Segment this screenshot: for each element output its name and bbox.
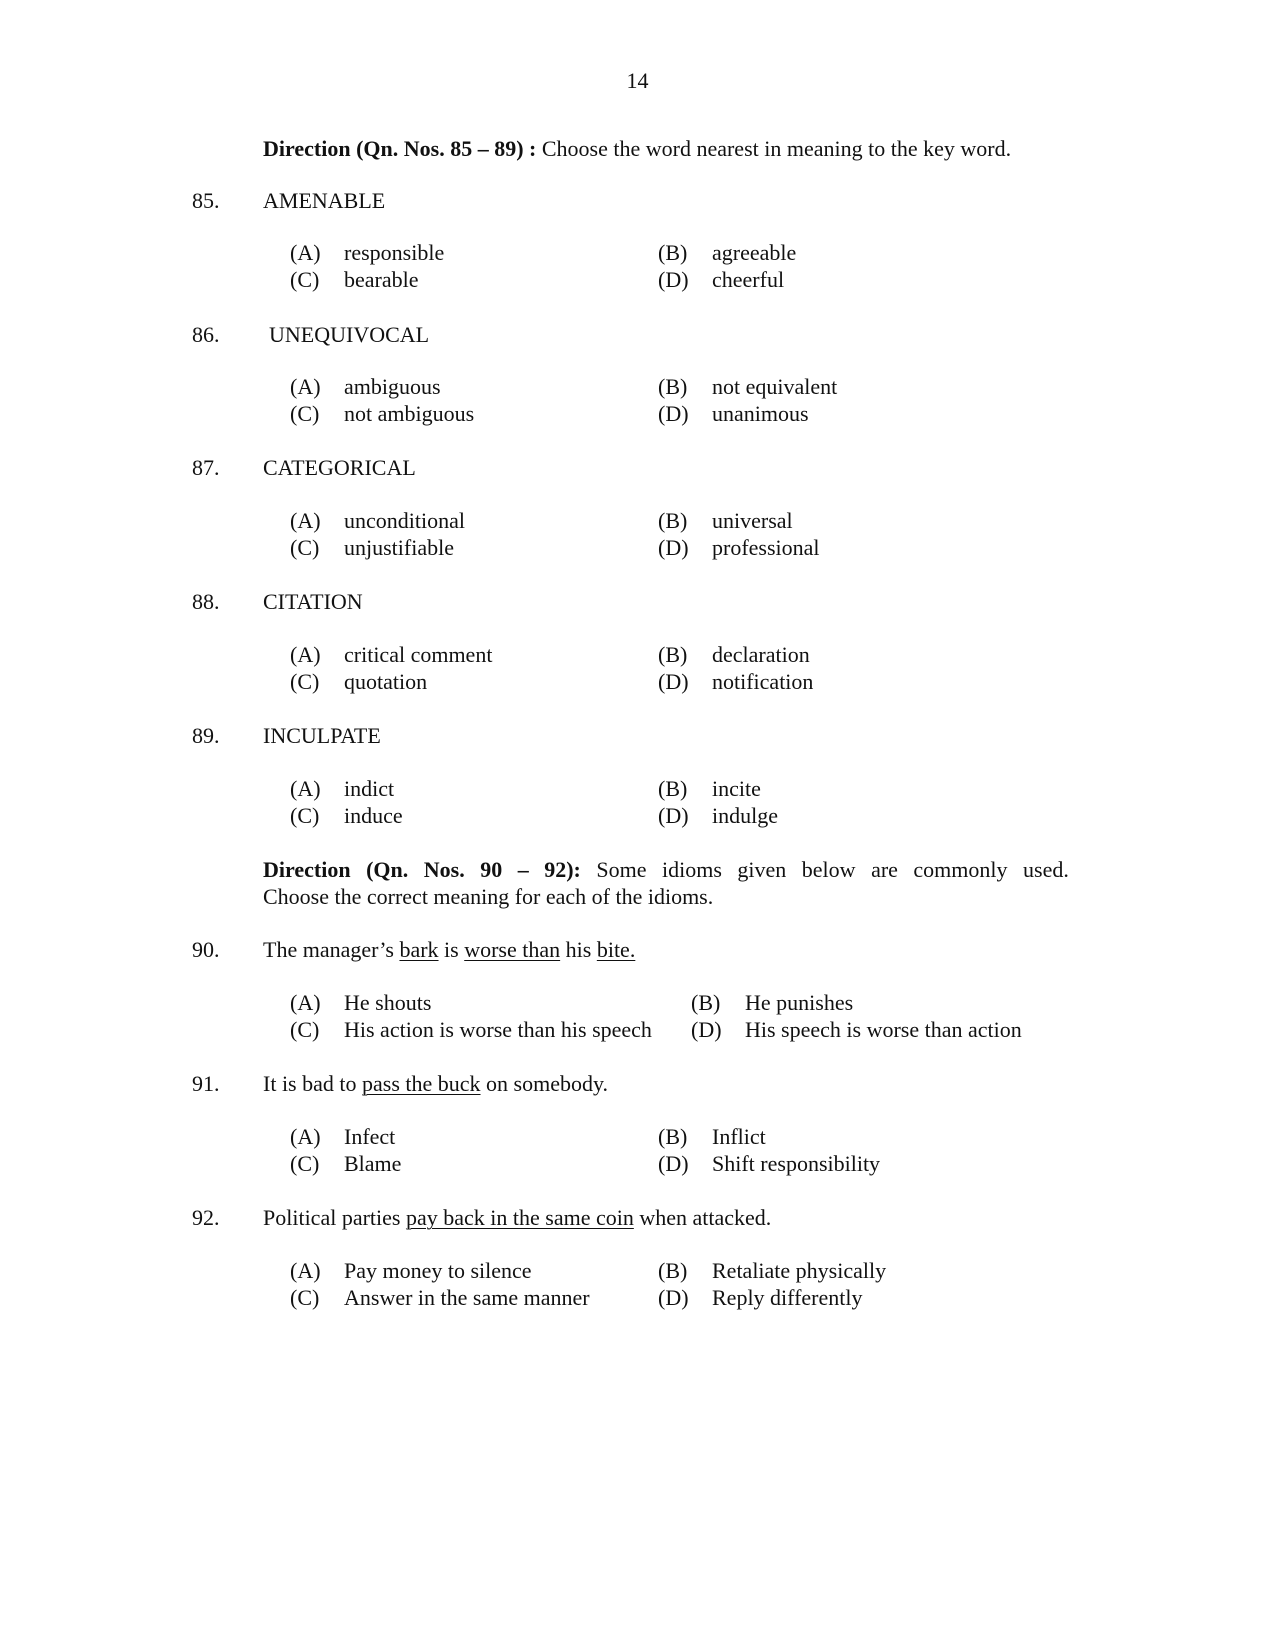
option-d <box>658 403 809 425</box>
option-text: bearable <box>344 267 419 292</box>
stem-text: on somebody. <box>480 1071 609 1096</box>
question-number: 91. <box>192 1071 220 1096</box>
direction-word: commonly <box>913 857 1008 882</box>
question-number: 90. <box>192 937 220 962</box>
direction-text: Choose the word nearest in meaning to the key word. <box>536 136 1012 161</box>
direction-heading-word: Nos. <box>423 857 465 882</box>
question-keyword: CITATION <box>263 589 363 614</box>
option-text: He shouts <box>344 990 432 1015</box>
question-number: 87. <box>192 455 220 480</box>
option-a <box>290 644 492 666</box>
option-text: Retaliate physically <box>712 1258 887 1283</box>
option-c <box>290 1287 590 1309</box>
option-d <box>658 671 813 693</box>
option-text: critical comment <box>344 642 493 667</box>
option-c <box>290 1019 652 1041</box>
option-b <box>658 376 837 398</box>
option-d <box>658 805 778 827</box>
stem-underlined-text: pass the buck <box>362 1071 481 1096</box>
stem-underlined-text: bite. <box>596 937 636 962</box>
option-text: notification <box>712 669 814 694</box>
option-text: incite <box>712 776 761 801</box>
option-label: (B) <box>658 642 688 667</box>
question-number: 88. <box>192 589 220 614</box>
direction-word: below <box>801 857 856 882</box>
question-keyword: CATEGORICAL <box>263 455 416 480</box>
option-text: quotation <box>344 669 428 694</box>
option-label: (A) <box>290 374 321 399</box>
option-text: unjustifiable <box>344 535 454 560</box>
option-text: ambiguous <box>344 374 441 399</box>
option-text: universal <box>712 508 793 533</box>
option-label: (C) <box>290 803 320 828</box>
option-text: unanimous <box>712 401 809 426</box>
option-label: (C) <box>290 1017 320 1042</box>
option-label: (D) <box>658 1285 689 1310</box>
option-label: (D) <box>658 401 689 426</box>
option-label: (C) <box>290 267 320 292</box>
option-label: (B) <box>658 776 688 801</box>
stem-text: is <box>438 937 465 962</box>
option-a <box>290 778 394 800</box>
option-a <box>290 376 441 398</box>
option-label: (C) <box>290 1151 320 1176</box>
page-number: 14 <box>626 68 649 93</box>
option-b <box>691 992 853 1014</box>
option-text: Shift responsibility <box>712 1151 881 1176</box>
option-label: (A) <box>290 508 321 533</box>
option-label: (B) <box>691 990 721 1015</box>
option-label: (D) <box>658 535 689 560</box>
option-label: (D) <box>658 669 689 694</box>
option-c <box>290 537 454 559</box>
question-keyword: UNEQUIVOCAL <box>269 322 430 347</box>
direction-synonyms <box>263 138 1069 160</box>
option-label: (B) <box>658 1258 688 1283</box>
option-label: (A) <box>290 776 321 801</box>
option-text: Pay money to silence <box>344 1258 532 1283</box>
option-c <box>290 671 427 693</box>
option-text: Inflict <box>712 1124 766 1149</box>
direction-word: used. <box>1023 857 1069 882</box>
option-text: Reply differently <box>712 1285 863 1310</box>
option-text: cheerful <box>712 267 785 292</box>
direction-word: Some <box>596 857 647 882</box>
question-number: 86. <box>192 322 220 347</box>
option-text: induce <box>344 803 403 828</box>
option-label: (D) <box>658 1151 689 1176</box>
direction-heading-word: Direction <box>263 857 351 882</box>
option-text: Infect <box>344 1124 396 1149</box>
stem-underlined-text: pay back in the same coin <box>405 1205 634 1230</box>
option-text: He punishes <box>745 990 854 1015</box>
option-text: indulge <box>712 803 778 828</box>
option-text: agreeable <box>712 240 797 265</box>
option-label: (C) <box>290 535 320 560</box>
question-stem <box>263 1207 771 1229</box>
direction-heading-word: – <box>517 857 529 882</box>
option-label: (B) <box>658 508 688 533</box>
option-text: Answer in the same manner <box>344 1285 590 1310</box>
option-a <box>290 242 444 264</box>
direction-word: idioms <box>662 857 722 882</box>
option-label: (C) <box>290 1285 320 1310</box>
option-text: indict <box>344 776 395 801</box>
question-stem <box>263 1073 608 1095</box>
option-c <box>290 1153 401 1175</box>
option-d <box>658 1153 880 1175</box>
option-label: (A) <box>290 1124 321 1149</box>
question-number: 85. <box>192 188 220 213</box>
option-a <box>290 1260 532 1282</box>
option-label: (D) <box>658 803 689 828</box>
stem-text: when attacked. <box>633 1205 772 1230</box>
direction-word: given <box>737 857 787 882</box>
option-d <box>691 1019 1022 1041</box>
option-text: responsible <box>344 240 445 265</box>
direction-word: are <box>871 857 898 882</box>
question-keyword: AMENABLE <box>263 188 386 213</box>
option-b <box>658 778 761 800</box>
direction-heading: Direction (Qn. Nos. 85 – 89) : <box>263 136 537 161</box>
question-number: 89. <box>192 723 220 748</box>
option-label: (A) <box>290 1258 321 1283</box>
option-text: not equivalent <box>712 374 838 399</box>
option-a <box>290 992 431 1014</box>
option-b <box>658 1260 886 1282</box>
direction-idioms <box>263 859 1069 908</box>
option-b <box>658 510 793 532</box>
direction-line-1 <box>263 859 1069 881</box>
direction-line-2: Choose the correct meaning for each of the idioms. <box>263 884 714 909</box>
option-text: professional <box>712 535 820 560</box>
option-c <box>290 805 403 827</box>
option-text: declaration <box>712 642 810 667</box>
option-label: (B) <box>658 374 688 399</box>
stem-text: Political parties <box>263 1205 406 1230</box>
stem-text: It is bad to <box>263 1071 362 1096</box>
option-label: (A) <box>290 990 321 1015</box>
option-label: (D) <box>691 1017 722 1042</box>
option-text: Blame <box>344 1151 402 1176</box>
direction-heading-word: 92): <box>544 857 581 882</box>
stem-underlined-text: bark <box>399 937 439 962</box>
stem-underlined-text: worse than <box>464 937 561 962</box>
option-label: (C) <box>290 669 320 694</box>
question-number: 92. <box>192 1205 220 1230</box>
option-d <box>658 537 820 559</box>
option-label: (A) <box>290 240 321 265</box>
option-text: unconditional <box>344 508 465 533</box>
option-d <box>658 1287 863 1309</box>
option-text: His speech is worse than action <box>745 1017 1022 1042</box>
option-b <box>658 242 796 264</box>
option-label: (B) <box>658 240 688 265</box>
option-label: (C) <box>290 401 320 426</box>
option-label: (B) <box>658 1124 688 1149</box>
stem-text: The manager’s <box>263 937 400 962</box>
option-a <box>290 510 465 532</box>
option-c <box>290 403 474 425</box>
question-keyword: INCULPATE <box>263 723 381 748</box>
option-b <box>658 644 810 666</box>
option-d <box>658 269 784 291</box>
option-b <box>658 1126 766 1148</box>
option-label: (A) <box>290 642 321 667</box>
option-label: (D) <box>658 267 689 292</box>
direction-heading-word: 90 <box>480 857 503 882</box>
question-stem <box>263 939 635 961</box>
option-c <box>290 269 419 291</box>
option-text: not ambiguous <box>344 401 475 426</box>
option-text: His action is worse than his speech <box>344 1017 652 1042</box>
direction-heading-word: (Qn. <box>366 857 409 882</box>
option-a <box>290 1126 395 1148</box>
stem-text: his <box>560 937 597 962</box>
